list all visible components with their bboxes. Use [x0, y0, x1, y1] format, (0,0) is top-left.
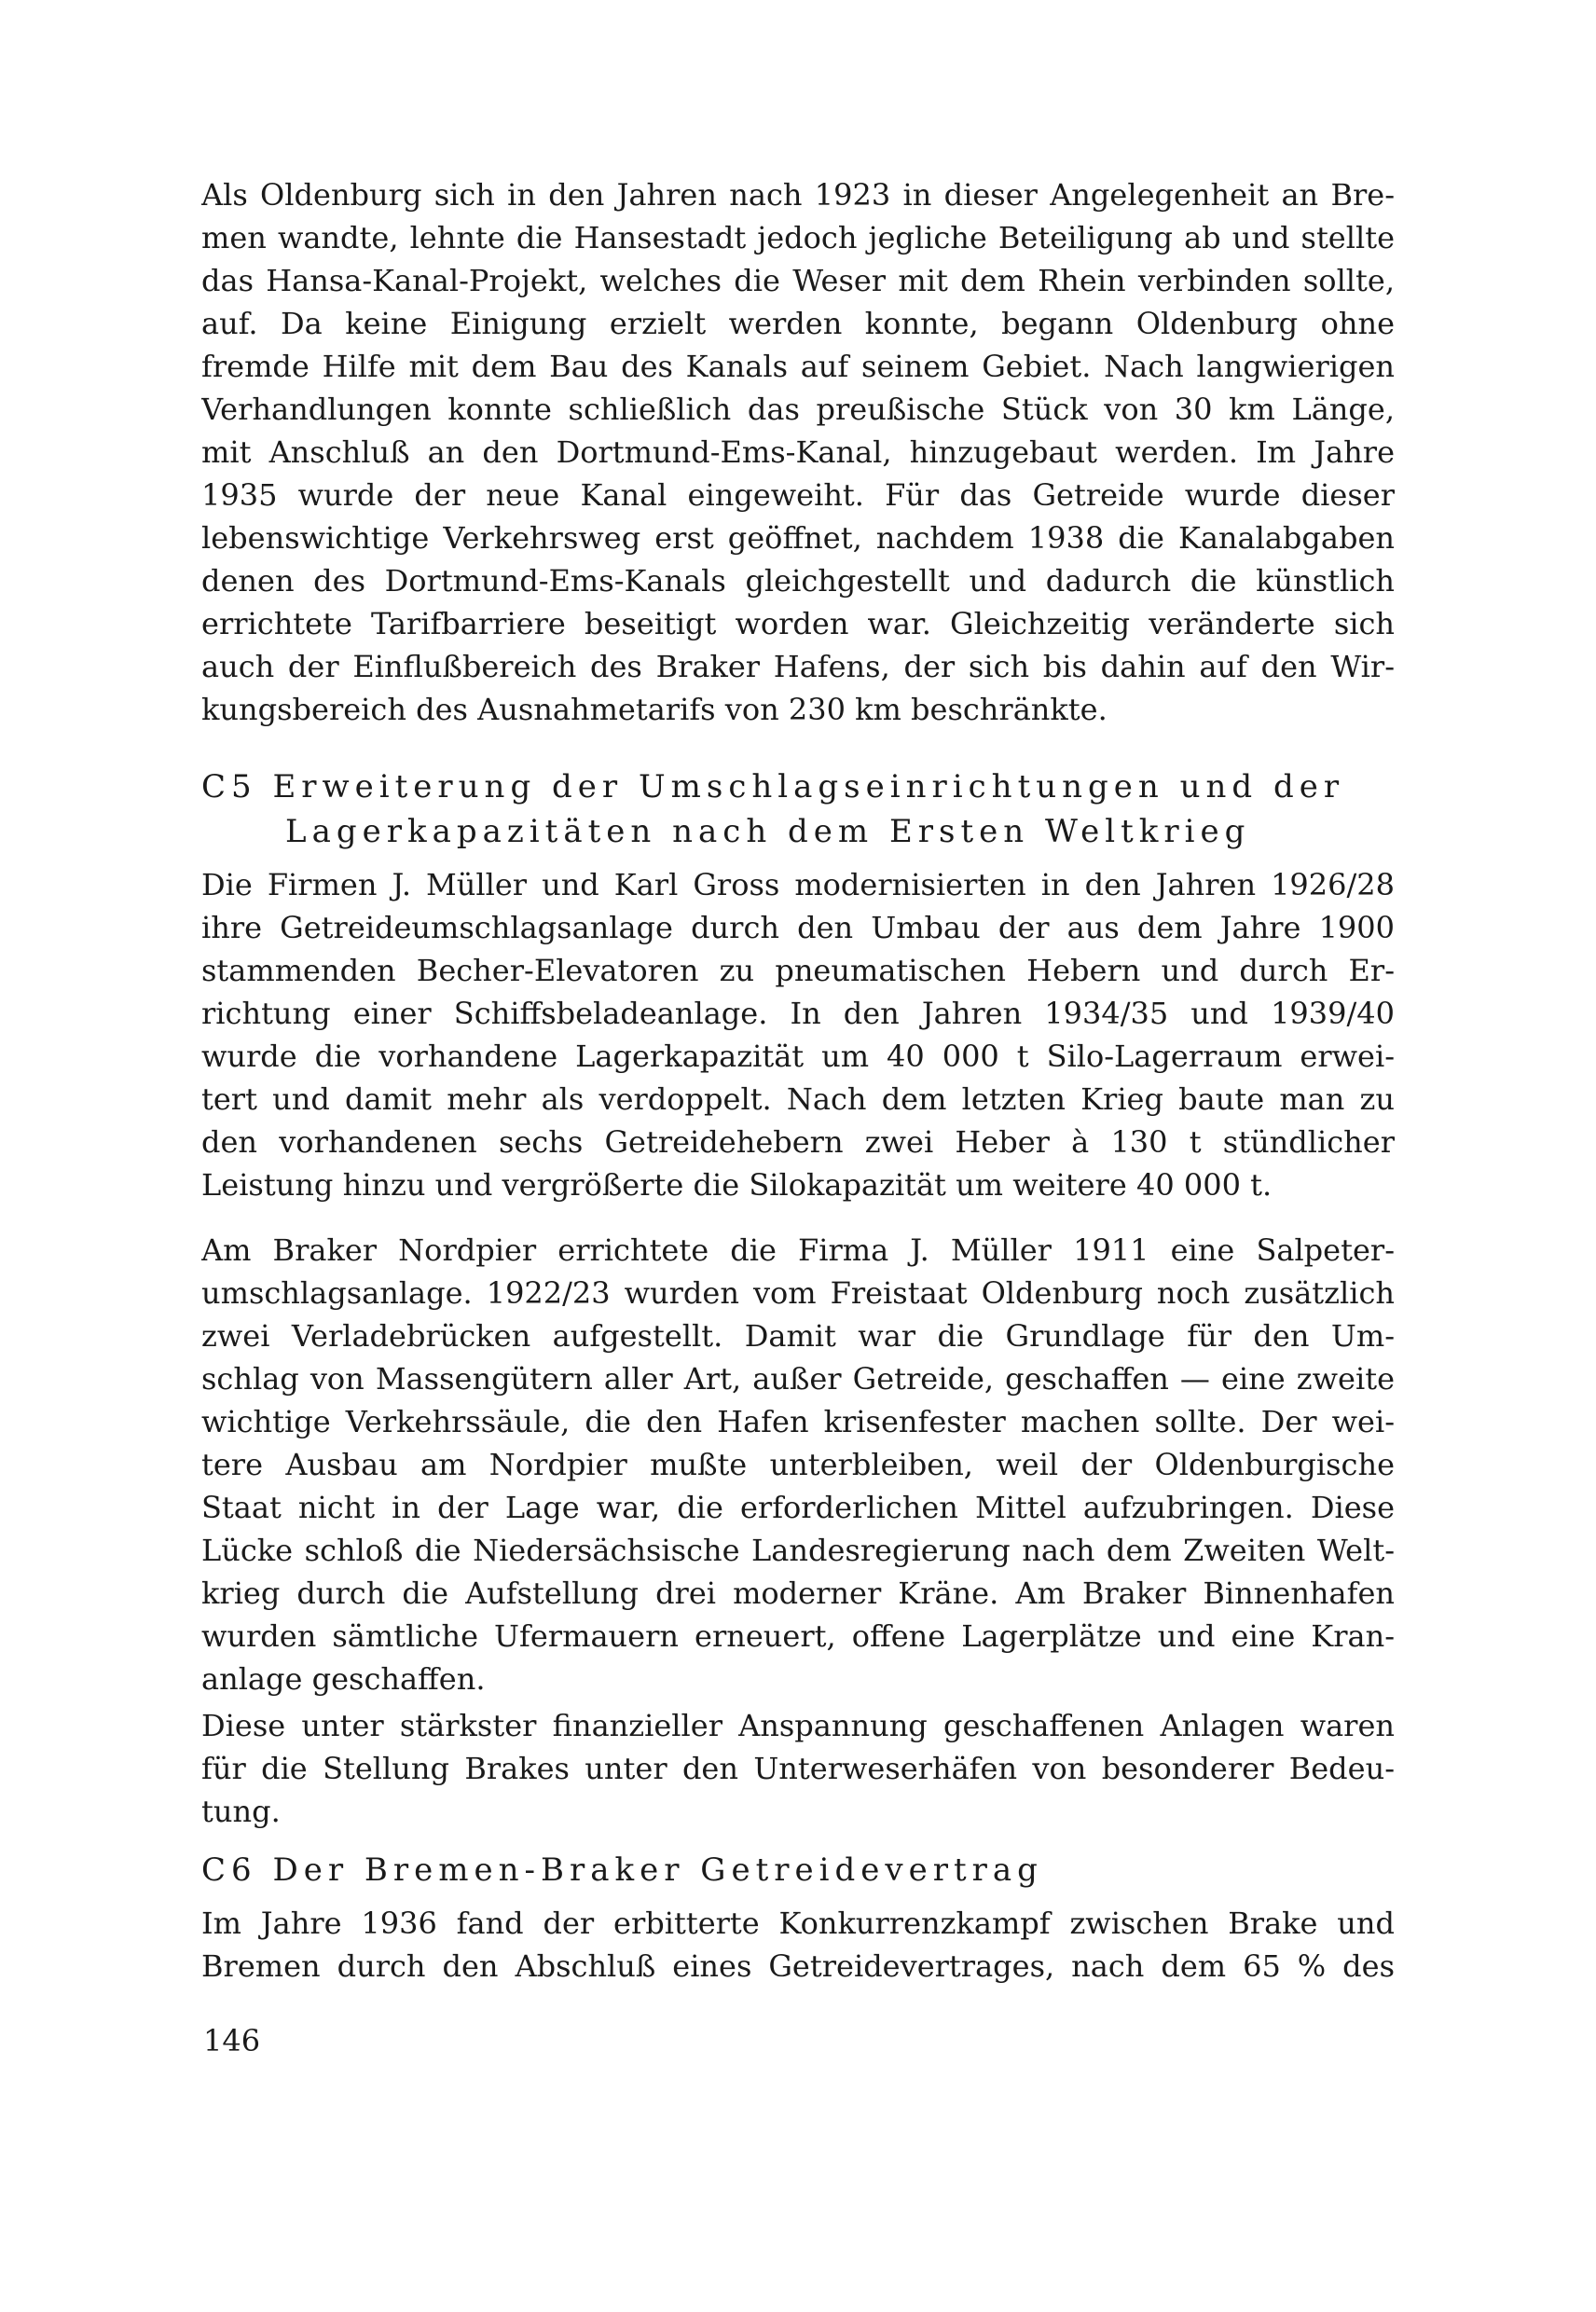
text-line: Lücke schloß die Niedersächsische Landesregierung nach dem Zweiten Welt-: [201, 1533, 1395, 1568]
text-line: Leistung hinzu und vergrößerte die Silokapazität um weitere 40 000 t.: [201, 1167, 1273, 1203]
text-line: 1935 wurde der neue Kanal eingeweiht. Für das Getreide wurde dieser: [201, 477, 1395, 513]
text-line: errichtete Tarifbarriere beseitigt worden war. Gleichzeitig veränderte sich: [201, 606, 1395, 641]
text-line: Verhandlungen konnte schließlich das preußische Stück von 30 km Länge,: [201, 392, 1395, 427]
c5-paragraph-3: [201, 1704, 1395, 1833]
text-line: kungsbereich des Ausnahmetarifs von 230 km beschränkte.: [201, 692, 1108, 727]
heading-line: Lagerkapazitäten nach dem Ersten Weltkrieg: [285, 813, 1251, 850]
text-line: Bremen durch den Abschluß eines Getreidevertrages, nach dem 65 % des: [201, 1948, 1395, 1984]
text-line: lebenswichtige Verkehrsweg erst geöffnet, nachdem 1938 die Kanalabgaben: [201, 520, 1395, 556]
text-line: umschlagsanlage. 1922/23 wurden vom Freistaat Oldenburg noch zusätzlich: [201, 1275, 1395, 1311]
text-line: Diese unter stärkster finanzieller Anspannung geschaffenen Anlagen waren: [201, 1708, 1395, 1743]
text-line: Staat nicht in der Lage war, die erforderlichen Mittel aufzubringen. Diese: [201, 1490, 1395, 1525]
heading-line: C6 Der Bremen-Braker Getreidevertrag: [201, 1851, 1043, 1889]
text-line: Als Oldenburg sich in den Jahren nach 1923 in dieser Angelegenheit an Bre-: [201, 177, 1395, 213]
text-line: tert und damit mehr als verdoppelt. Nach dem letzten Krieg baute man zu: [201, 1081, 1395, 1117]
text-line: Am Braker Nordpier errichtete die Firma J. Müller 1911 eine Salpeter-: [201, 1232, 1395, 1268]
text-line: schlag von Massengütern aller Art, außer Getreide, geschaffen — eine zweite: [201, 1361, 1395, 1397]
text-line: richtung einer Schiffsbeladeanlage. In den Jahren 1934/35 und 1939/40: [201, 996, 1395, 1031]
text-line: auf. Da keine Einigung erzielt werden konnte, begann Oldenburg ohne: [201, 306, 1395, 341]
c5-paragraph-1: [201, 863, 1395, 1206]
text-line: anlage geschaffen.: [201, 1661, 486, 1697]
text-line: ihre Getreideumschlagsanlage durch den Umbau der aus dem Jahre 1900: [201, 910, 1395, 945]
text-line: tung.: [201, 1794, 281, 1829]
text-line: denen des Dortmund-Ems-Kanals gleichgestellt und dadurch die künstlich: [201, 563, 1395, 599]
text-line: wurden sämtliche Ufermauern erneuert, offene Lagerplätze und eine Kran-: [201, 1618, 1395, 1654]
text-line: Im Jahre 1936 fand der erbitterte Konkurrenzkampf zwischen Brake und: [201, 1906, 1395, 1941]
intro-paragraph: [201, 173, 1395, 731]
text-line: zwei Verladebrücken aufgestellt. Damit war die Grundlage für den Um-: [201, 1318, 1395, 1354]
section-heading-c5: [201, 764, 1395, 854]
text-line: den vorhandenen sechs Getreidehebern zwei Heber à 130 t stündlicher: [201, 1124, 1395, 1160]
c6-paragraph-1: [201, 1902, 1395, 1988]
text-line: krieg durch die Aufstellung drei moderner Kräne. Am Braker Binnenhafen: [201, 1576, 1395, 1611]
text-line: stammenden Becher-Elevatoren zu pneumatischen Hebern und durch Er-: [201, 953, 1395, 988]
c5-paragraph-2: [201, 1229, 1395, 1700]
text-line: wurde die vorhandene Lagerkapazität um 40 000 t Silo-Lagerraum erwei-: [201, 1039, 1395, 1074]
page-number: 146: [203, 2023, 261, 2058]
text-line: auch der Einflußbereich des Braker Hafens, der sich bis dahin auf den Wir-: [201, 649, 1395, 684]
text-line: fremde Hilfe mit dem Bau des Kanals auf seinem Gebiet. Nach langwierigen: [201, 349, 1395, 384]
text-line: men wandte, lehnte die Hansestadt jedoch jegliche Beteiligung ab und stellte: [201, 220, 1395, 255]
text-line: Die Firmen J. Müller und Karl Gross modernisierten in den Jahren 1926/28: [201, 867, 1395, 902]
text-line: das Hansa-Kanal-Projekt, welches die Weser mit dem Rhein verbinden sollte,: [201, 263, 1395, 298]
text-line: tere Ausbau am Nordpier mußte unterbleiben, weil der Oldenburgische: [201, 1447, 1395, 1482]
text-line: wichtige Verkehrssäule, die den Hafen krisenfester machen sollte. Der wei-: [201, 1404, 1395, 1439]
section-heading-c6: [201, 1848, 1395, 1892]
text-line: mit Anschluß an den Dortmund-Ems-Kanal, hinzugebaut werden. Im Jahre: [201, 434, 1395, 470]
text-line: für die Stellung Brakes unter den Unterweserhäfen von besonderer Bedeu-: [201, 1751, 1395, 1786]
heading-line: C5 Erweiterung der Umschlagseinrichtungen und der: [201, 768, 1345, 805]
